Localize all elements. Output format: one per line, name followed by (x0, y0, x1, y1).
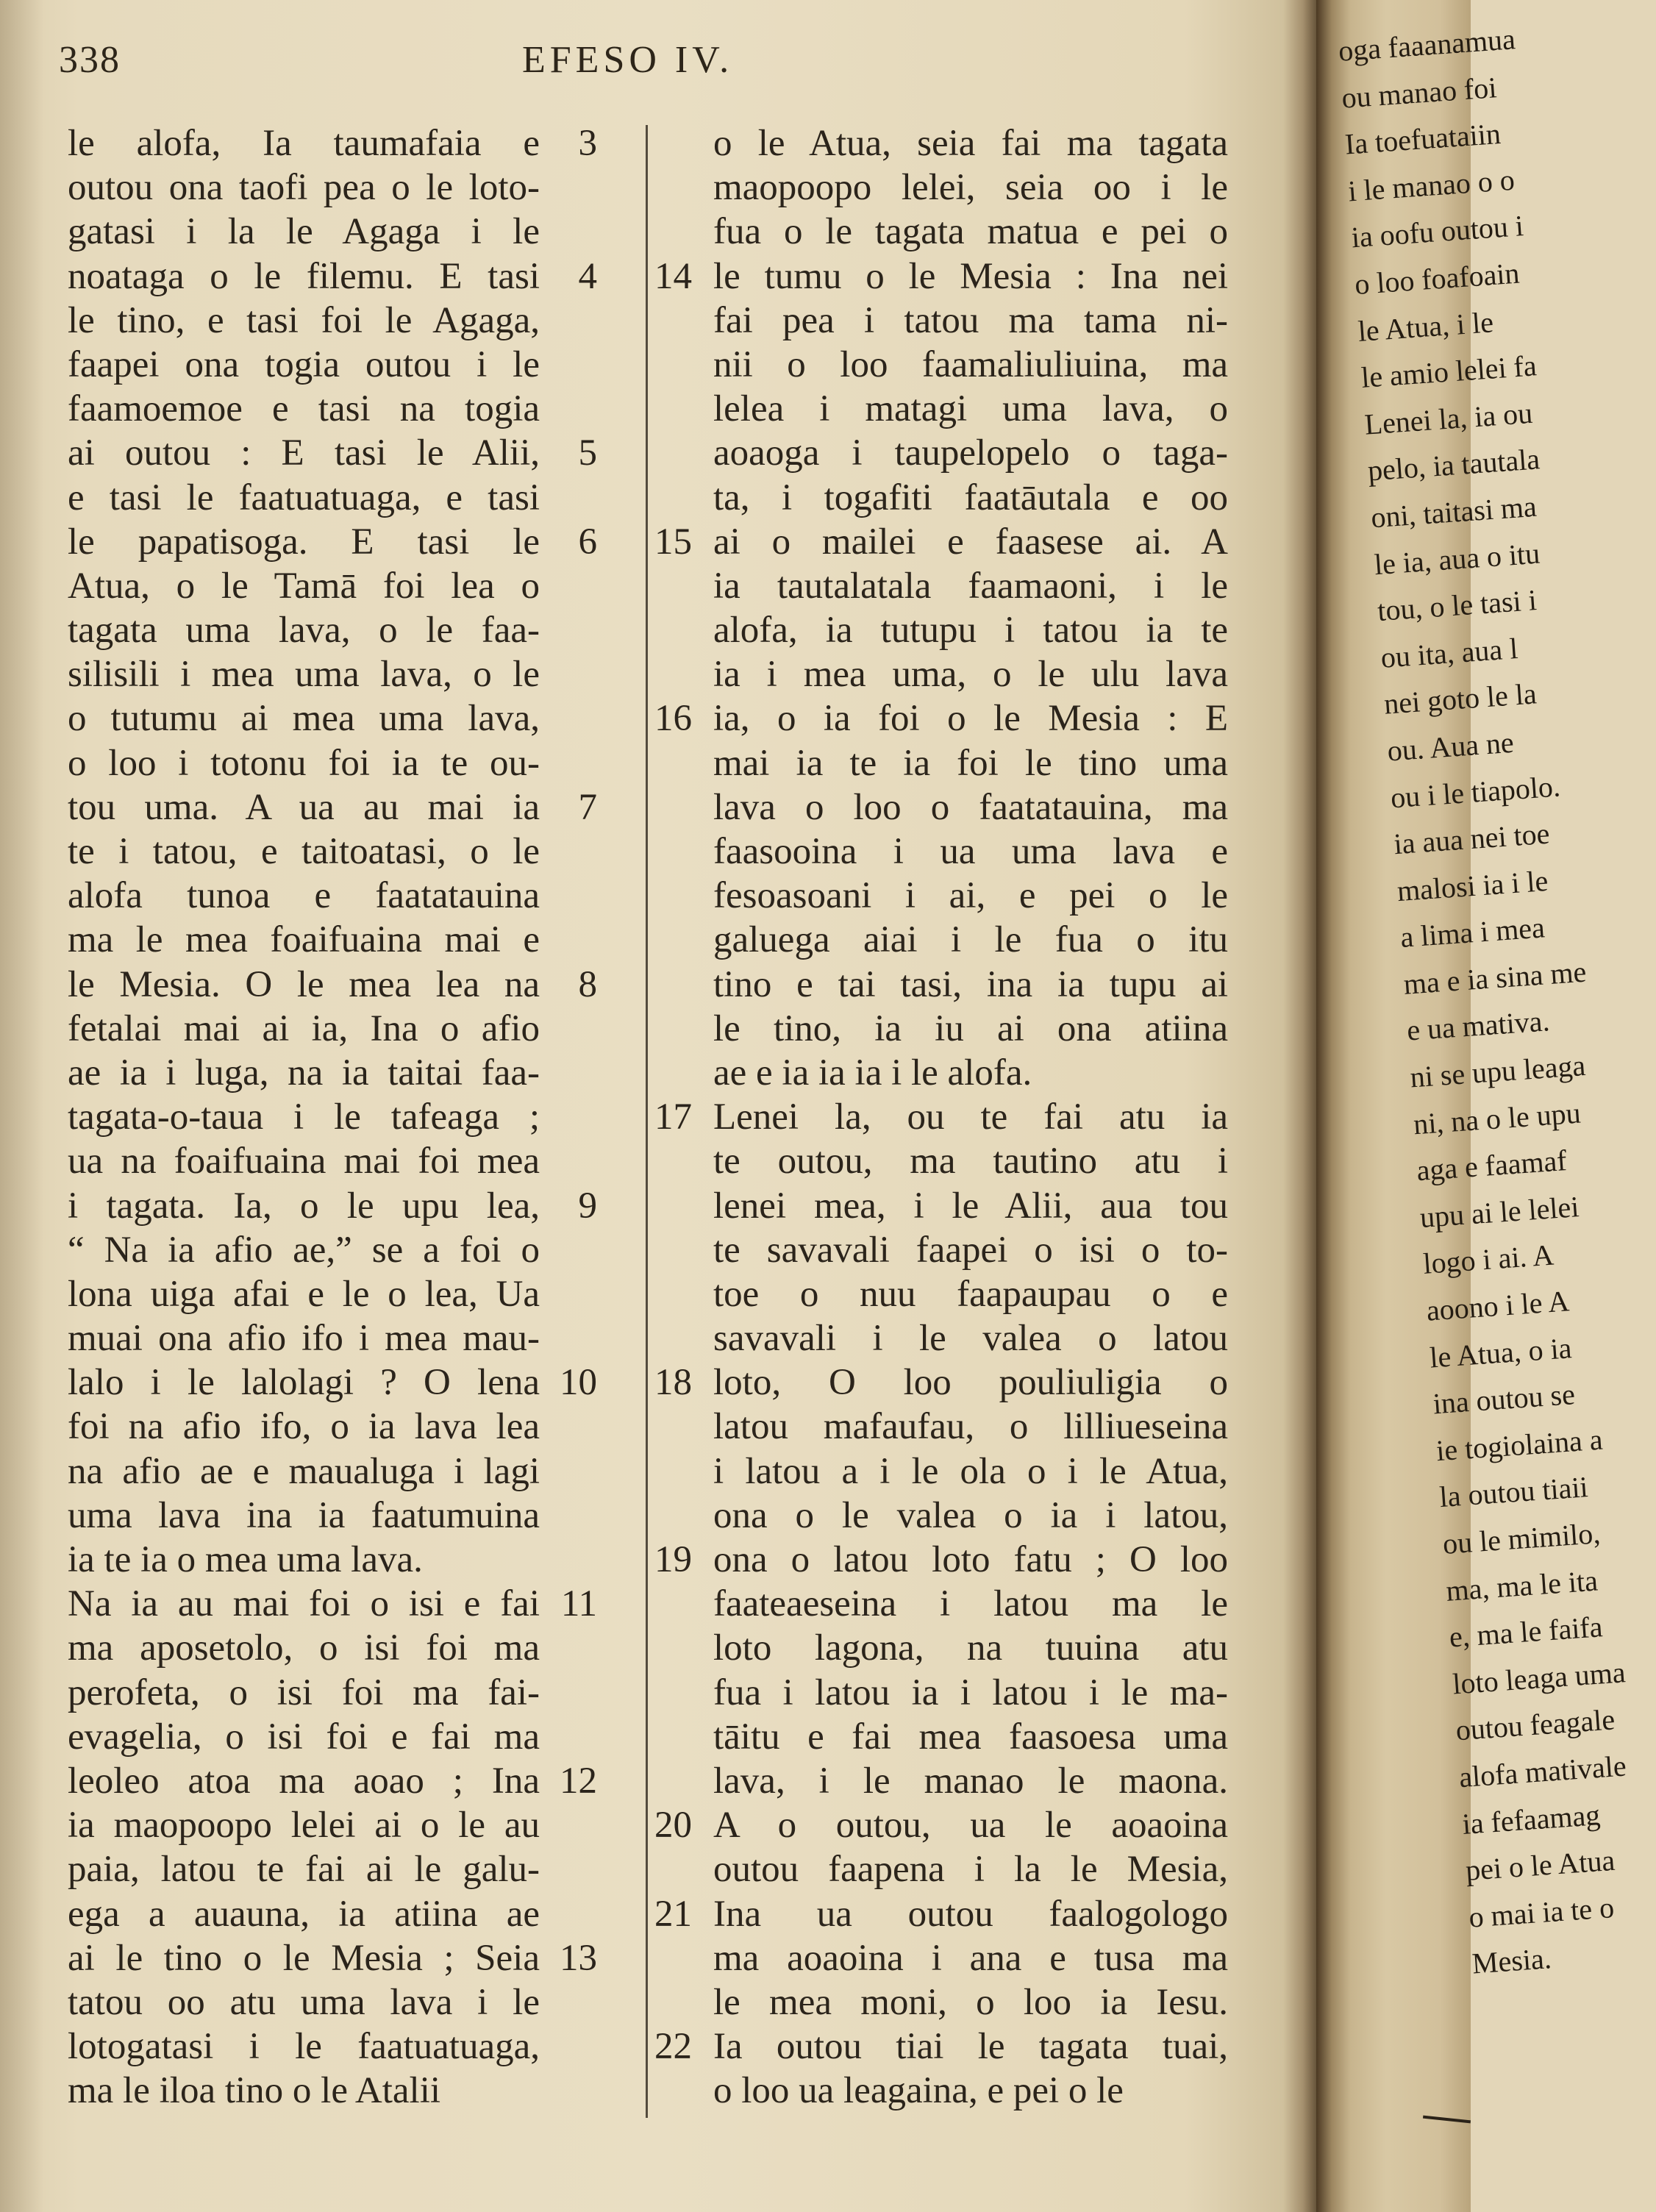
line-text: uma lava ina ia faatumuina (68, 1494, 540, 1536)
text-line (68, 2024, 597, 2069)
line-text: Ia outou tiai le tagata tuai, (713, 2026, 1228, 2068)
text-line (654, 431, 1228, 475)
verse-number: 6 (578, 521, 597, 563)
facing-line: malosi ia i le (1396, 863, 1549, 907)
line-text: o loo ua leagaina, e pei o le (713, 2070, 1124, 2112)
text-line (68, 343, 597, 387)
line-text: lona uiga afai e le o lea, Ua (68, 1273, 540, 1315)
text-line (68, 1360, 597, 1405)
line-text: na afio ae e maualuga i lagi (68, 1450, 540, 1492)
text-line (68, 741, 597, 785)
line-text: ma aposetolo, o isi foi ma (68, 1627, 540, 1669)
line-text: lava o loo o faatatauina, ma (713, 786, 1228, 828)
text-line (68, 210, 597, 254)
line-text: ai outou : E tasi le Alii, (68, 432, 540, 474)
line-text: ona o latou loto fatu ; O loo (713, 1539, 1228, 1580)
facing-line: ia oofu outou i (1350, 209, 1525, 254)
line-text: faapei ona togia outou i le (68, 343, 540, 385)
facing-line: oni, taitasi ma (1369, 489, 1538, 535)
verse-number: 3 (578, 123, 597, 164)
text-line (68, 1803, 597, 1847)
text-line (68, 918, 597, 962)
line-text: ia maopoopo lelei ai o le au (68, 1805, 540, 1847)
text-line (68, 608, 597, 652)
text-line (68, 874, 597, 918)
facing-line: i le manao o o (1346, 163, 1516, 208)
facing-line: ma e ia sina me (1402, 955, 1588, 1001)
line-text: mai ia te ia foi le tino uma (713, 742, 1228, 784)
text-line (68, 1892, 597, 1936)
facing-line: ou manao foi (1340, 70, 1498, 115)
text-line (68, 476, 597, 520)
facing-line: ia aua nei toe (1392, 816, 1551, 861)
line-text: toe o nuu faapaupau o e (713, 1273, 1228, 1315)
line-text: fua o le tagata matua e pei o (713, 211, 1228, 253)
text-line (654, 741, 1228, 785)
line-text: ma le iloa tino o le Atalii (68, 2070, 441, 2112)
facing-line: ni se upu leaga (1409, 1049, 1587, 1094)
text-line (654, 210, 1228, 254)
text-line (654, 830, 1228, 874)
line-text: gatasi i la le Agaga i le (68, 211, 540, 253)
facing-line: Mesia. (1471, 1941, 1553, 1980)
verse-number: 18 (654, 1362, 692, 1404)
facing-line: le Atua, o ia (1428, 1330, 1573, 1374)
text-line (654, 1980, 1228, 2024)
text-line (654, 1538, 1228, 1582)
text-line (654, 1051, 1228, 1095)
verse-number: 5 (578, 432, 597, 474)
facing-line: upu ai le lelei (1418, 1189, 1580, 1234)
line-text: noataga o le filemu. E tasi (68, 255, 540, 297)
text-line (654, 963, 1228, 1007)
verse-number: 7 (578, 786, 597, 828)
line-text: le alofa, Ia taumafaia e (68, 123, 540, 164)
verse-number: 9 (578, 1185, 597, 1227)
left-text-column (68, 121, 597, 2113)
text-line (654, 1316, 1228, 1360)
facing-line: aoono i le A (1425, 1284, 1571, 1327)
facing-line: e ua mativa. (1405, 1004, 1551, 1048)
text-line (654, 1449, 1228, 1494)
line-text: loto, O loo pouliuligia o (713, 1362, 1228, 1404)
facing-line: o mai ia te o (1468, 1890, 1616, 1934)
line-text: ai o mailei e faasese ai. A (713, 521, 1228, 563)
verse-number: 22 (654, 2026, 692, 2068)
line-text: paia, latou te fai ai le galu- (68, 1849, 540, 1891)
line-text: faasooina i ua uma lava e (713, 831, 1228, 872)
facing-line: tou, o le tasi i (1376, 583, 1538, 628)
text-line (68, 1980, 597, 2024)
text-line (654, 1803, 1228, 1847)
text-line (68, 785, 597, 830)
text-line (654, 520, 1228, 564)
text-line (654, 1936, 1228, 1980)
line-text: fua i latou ia i latou i le ma- (713, 1672, 1228, 1713)
facing-line: le amio lelei fa (1360, 349, 1538, 394)
text-line (68, 1184, 597, 1228)
text-line (68, 652, 597, 696)
page-edge-shadow (0, 0, 44, 2212)
line-text: lotogatasi i le faatuatuaga, (68, 2026, 540, 2068)
line-text: o tutumu ai mea uma lava, (68, 698, 540, 740)
text-line (654, 1272, 1228, 1316)
line-text: alofa tunoa e faatatauina (68, 875, 540, 917)
text-line (654, 476, 1228, 520)
line-text: foi na afio ifo, o ia lava lea (68, 1406, 540, 1448)
running-title: EFESO IV. (522, 39, 734, 81)
line-text: ia te ia o mea uma lava. (68, 1539, 423, 1580)
text-line (68, 1449, 597, 1494)
facing-line: ou le mimilo, (1441, 1516, 1602, 1560)
facing-line: e, ma le faifa (1448, 1610, 1604, 1654)
line-text: le tumu o le Mesia : Ina nei (713, 255, 1228, 297)
facing-line: Lenei la, ia ou (1363, 396, 1534, 441)
line-text: le Mesia. O le mea lea na (68, 963, 540, 1005)
text-line (654, 1095, 1228, 1139)
line-text: lenei mea, i le Alii, aua tou (713, 1185, 1228, 1227)
line-text: ega a auauna, ia atiina ae (68, 1893, 540, 1935)
text-line (654, 343, 1228, 387)
verse-number: 19 (654, 1539, 692, 1580)
line-text: o le Atua, seia fai ma tagata (713, 123, 1228, 164)
line-text: leoleo atoa ma aoao ; Ina (68, 1760, 540, 1802)
facing-line: ma, ma le ita (1444, 1563, 1599, 1608)
line-text: ia, o ia foi o le Mesia : E (713, 698, 1228, 740)
line-text: aoaoga i taupelopelo o taga- (713, 432, 1228, 474)
text-line (68, 1671, 597, 1715)
line-text: fai pea i tatou ma tama ni- (713, 299, 1228, 341)
facing-line: oga faaanamua (1337, 22, 1517, 68)
line-text: le tino, e tasi foi le Agaga, (68, 299, 540, 341)
line-text: faamoemoe e tasi na togia (68, 388, 540, 430)
verse-number: 16 (654, 698, 692, 740)
page-number: 338 (59, 39, 121, 81)
verse-number: 11 (560, 1583, 597, 1625)
text-line (68, 963, 597, 1007)
line-text: le mea moni, o loo ia Iesu. (713, 1981, 1228, 2023)
line-text: galuega aiai i le fua o itu (713, 919, 1228, 961)
facing-line: ie togiolaina a (1435, 1422, 1604, 1468)
line-text: ua na foaifuaina mai foi mea (68, 1141, 540, 1182)
line-text: “ Na ia afio ae,” se a foi o (68, 1229, 540, 1271)
line-text: o loo i totonu foi ia te ou- (68, 742, 540, 784)
text-line (68, 1936, 597, 1980)
text-line (68, 1051, 597, 1095)
facing-line: ni, na o le upu (1412, 1096, 1582, 1141)
text-line (654, 2069, 1228, 2113)
line-text: ma aoaoina i ana e tusa ma (713, 1937, 1228, 1979)
line-text: perofeta, o isi foi ma fai- (68, 1672, 540, 1713)
facing-line: a lima i mea (1399, 910, 1546, 955)
line-text: lava, i le manao le maona. (713, 1760, 1228, 1802)
text-line (68, 1538, 597, 1582)
line-text: ia tautalatala faamaoni, i le (713, 565, 1228, 607)
text-line (654, 2024, 1228, 2069)
text-line (654, 1139, 1228, 1183)
book-gutter-shadow (1283, 0, 1316, 2212)
line-text: outou faapena i la le Mesia, (713, 1849, 1228, 1891)
facing-line: ou. Aua ne (1386, 725, 1516, 768)
line-text: evagelia, o isi foi e fai ma (68, 1716, 540, 1758)
verse-number: 21 (654, 1893, 692, 1935)
text-line (654, 165, 1228, 210)
line-text: ae e ia ia ia i le alofa. (713, 1052, 1032, 1093)
line-text: i tagata. Ia, o le upu lea, (68, 1185, 540, 1227)
facing-line: le Atua, i le (1357, 304, 1495, 348)
text-line (68, 1316, 597, 1360)
verse-number: 8 (578, 963, 597, 1005)
text-line (68, 1582, 597, 1626)
text-line (654, 1405, 1228, 1449)
text-line (654, 1892, 1228, 1936)
text-line (654, 299, 1228, 343)
column-divider (646, 125, 648, 2118)
facing-line: ina outou se (1432, 1377, 1577, 1421)
line-text: muai ona afio ifo i mea mau- (68, 1318, 540, 1360)
line-text: ma le mea foaifuaina mai e (68, 919, 540, 961)
facing-line: nei goto le la (1382, 677, 1538, 721)
text-line (68, 165, 597, 210)
text-line (68, 254, 597, 299)
text-line (654, 1007, 1228, 1051)
line-text: A o outou, ua le aoaoina (713, 1805, 1228, 1847)
facing-line: aga e faamaf (1416, 1144, 1568, 1188)
line-text: Lenei la, ou te fai atu ia (713, 1096, 1228, 1138)
text-line (68, 520, 597, 564)
line-text: ta, i togafiti faatāutala e oo (713, 477, 1228, 518)
facing-page-text (1316, 16, 1644, 1989)
verse-number: 20 (654, 1805, 692, 1847)
text-line (68, 2069, 597, 2113)
facing-line: Ia toefuataiin (1343, 117, 1502, 161)
verse-number: 13 (560, 1937, 597, 1979)
facing-line: ou i le tiapolo. (1389, 768, 1562, 814)
line-text: tatou oo atu uma lava i le (68, 1981, 540, 2023)
text-line (68, 1228, 597, 1272)
line-text: savavali i le valea o latou (713, 1318, 1228, 1360)
verse-number: 12 (560, 1760, 597, 1802)
line-text: ia i mea uma, o le ulu lava (713, 654, 1228, 696)
line-text: latou mafaufau, o lilliueseina (713, 1406, 1228, 1448)
text-line (654, 1847, 1228, 1891)
verse-number: 10 (560, 1362, 597, 1404)
text-line (68, 1272, 597, 1316)
facing-line: la outou tiaii (1438, 1470, 1589, 1514)
facing-line: logo i ai. A (1421, 1238, 1555, 1281)
text-line (68, 1715, 597, 1759)
text-line (68, 1759, 597, 1803)
verse-number: 14 (654, 255, 692, 297)
text-line (654, 918, 1228, 962)
line-text: Ina ua outou faalogologo (713, 1893, 1228, 1935)
line-text: te outou, ma tautino atu i (713, 1141, 1228, 1182)
text-line (654, 254, 1228, 299)
facing-line: pelo, ia tautala (1366, 442, 1541, 488)
text-line (654, 874, 1228, 918)
verse-number: 15 (654, 521, 692, 563)
text-line (654, 387, 1228, 431)
facing-line: pei o le Atua (1464, 1843, 1616, 1888)
facing-line: o loo foafoain (1353, 256, 1521, 302)
line-text: le tino, ia iu ai ona atiina (713, 1007, 1228, 1049)
text-line (68, 1139, 597, 1183)
line-text: tāitu e fai mea faasoesa uma (713, 1716, 1228, 1758)
line-text: tagata uma lava, o le faa- (68, 610, 540, 652)
text-line (654, 696, 1228, 741)
line-text: lelea i matagi uma lava, o (713, 388, 1228, 430)
line-text: silisili i mea uma lava, o le (68, 654, 540, 696)
facing-page (1316, 0, 1627, 2212)
line-text: lalo i le lalolagi ? O lena (68, 1362, 540, 1404)
facing-line: loto leaga uma (1451, 1655, 1627, 1701)
line-text: Atua, o le Tamā foi lea o (68, 565, 540, 607)
text-line (68, 1405, 597, 1449)
line-text: ai le tino o le Mesia ; Seia (68, 1937, 540, 1979)
text-line (654, 1759, 1228, 1803)
line-text: le papatisoga. E tasi le (68, 521, 540, 563)
text-line (654, 1360, 1228, 1405)
text-line (654, 121, 1228, 165)
text-line (654, 1228, 1228, 1272)
text-line (68, 696, 597, 741)
line-text: fesoasoani i ai, e pei o le (713, 875, 1228, 917)
text-line (68, 121, 597, 165)
line-text: ona o le valea o ia i latou, (713, 1494, 1228, 1536)
line-text: te i tatou, e taitoatasi, o le (68, 831, 540, 872)
facing-line: outou feagale (1455, 1702, 1616, 1747)
facing-line: alofa mativale (1457, 1749, 1627, 1794)
text-line (654, 1582, 1228, 1626)
text-line (654, 1626, 1228, 1670)
text-line (654, 1494, 1228, 1538)
text-line (654, 785, 1228, 830)
text-line (68, 1626, 597, 1670)
line-text: loto lagona, na tuuina atu (713, 1627, 1228, 1669)
text-line (654, 1715, 1228, 1759)
line-text: Na ia au mai foi o isi e fai (68, 1583, 540, 1625)
text-line (68, 431, 597, 475)
line-text: tino e tai tasi, ina ia tupu ai (713, 963, 1228, 1005)
line-text: i latou a i le ola o i le Atua, (713, 1450, 1228, 1492)
text-line (68, 387, 597, 431)
line-text: maopoopo lelei, seia oo i le (713, 167, 1228, 209)
verse-number: 17 (654, 1096, 692, 1138)
text-line (68, 1007, 597, 1051)
line-text: faateaeseina i latou ma le (713, 1583, 1228, 1625)
line-text: tagata-o-taua i le tafeaga ; (68, 1096, 540, 1138)
text-line (654, 564, 1228, 608)
right-text-column (654, 121, 1228, 2113)
text-line (68, 564, 597, 608)
facing-line: ia fefaamag (1461, 1797, 1602, 1841)
line-text: nii o loo faamaliuliuina, ma (713, 343, 1228, 385)
line-text: e tasi le faatuatuaga, e tasi (68, 477, 540, 518)
text-line (654, 1184, 1228, 1228)
line-text: alofa, ia tutupu i tatou ia te (713, 610, 1228, 652)
facing-line: le ia, aua o itu (1373, 536, 1541, 581)
line-text: tou uma. A ua au mai ia (68, 786, 540, 828)
line-text: ae ia i luga, na ia taitai faa- (68, 1052, 540, 1093)
text-line (68, 1847, 597, 1891)
text-line (68, 1494, 597, 1538)
verse-number: 4 (578, 255, 597, 297)
text-line (654, 608, 1228, 652)
text-line (68, 299, 597, 343)
text-line (68, 1095, 597, 1139)
line-text: outou ona taofi pea o le loto- (68, 167, 540, 209)
text-line (68, 830, 597, 874)
line-text: te savavali faapei o isi o to- (713, 1229, 1228, 1271)
line-text: fetalai mai ai ia, Ina o afio (68, 1007, 540, 1049)
text-line (654, 1671, 1228, 1715)
facing-line: ou ita, aua l (1380, 631, 1519, 674)
text-line (654, 652, 1228, 696)
